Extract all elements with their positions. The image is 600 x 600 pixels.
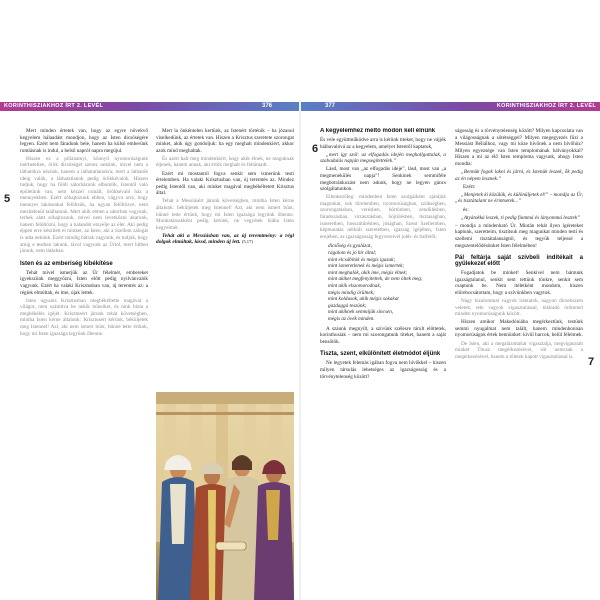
verse-label: Ezért: <box>463 183 476 190</box>
page-gutter <box>299 100 301 600</box>
paragraph: Lásd, most van „az elfogadás ideje”, lásd, most van „a megmenekülés napja”! Senkinek semmiféle megbotránkozást nem adunk, hogy ne legyen gáncs szolgálatunkon. <box>320 166 446 193</box>
right-header-bar <box>301 102 600 111</box>
paragraph-filler: Nagy bizalommal vagyok irántatok, nagyon dicsekszem veletek; tele vagyok vigasztalással, túláradó örömmel minden nyomorúságunk között. <box>455 297 583 318</box>
list-item: mint koldusok, akik mégis sokakat <box>328 296 399 303</box>
section-heading: Isten és az emberiség kibékítése <box>20 260 113 267</box>
quotation: „Atyátokká leszek, ti pedig fiammá és lányommá lesztek” <box>461 214 581 221</box>
chapter-number-middle: 6 <box>312 143 319 155</box>
list-item: mint ismeretlenek és mégis ismertek; <box>328 263 405 270</box>
paragraph: Ezért mi mostantól fogva senkit sem ismerünk testi értelemben. Ha valaki Krisztusban van, új teremtés az. Mindez pedig Istentől van, aki minket magával megbékéltetett Krisztus által. <box>156 170 294 197</box>
paragraph-filler: De Isten, aki a megalázottakat vigasztalja, megvigasztalt minket Titusz megérkezésével, sőt nemcsak a megérkezésével, hanem a tőletek kapott vigasztalással is. <box>455 340 583 360</box>
temple-illustration <box>156 392 294 600</box>
right-page-number: 377 <box>325 103 336 109</box>
verse-label: és: <box>463 206 469 213</box>
paragraph: Mert la önkéntelen kertünk, az Istenért történik – ha józanul viselkedünk, az értetek van. Hiszen a Krisztus szeretete szorongat minket, akik úgy gondoljuk: ha egy meghalt mindenkiért, akkor azok mind meghaltak. <box>156 128 294 154</box>
section-heading: Pál feltárja saját szívbeli indítékait a gyülekezet előtt <box>455 255 583 268</box>
quotation: „mert így szól: az elfogadás idején meghallgattalak, a szabadulás napján megsegítettelek.” <box>320 151 446 165</box>
left-header-bar <box>0 102 299 111</box>
chapter-number-right: 7 <box>588 356 595 368</box>
right-running-title: KORINTHISZIAKHOZ ÍRT 2. LEVÉL <box>496 103 596 109</box>
paragraph: És vele együttműködve arra is kérünk titeket, hogy ne vájjék hiábavalóvá az a kegyelem, amelyet Istentől kaptatok, <box>320 137 446 150</box>
paragraph: Hiszen amikor Makedóniába megérkeztünk, testünk semmi nyugalmat nem talált, hanem mindenhonnan nyomorúságok értek bennünket: kívül harcok, belül félelmek. <box>455 319 583 339</box>
paragraph: Tehát mivel ismerjük az Úr félelmét, embereket igyekszünk meggyőzni, Isten előtt pedig nyilvánvalók vagyunk. Ezért ha valaki Krisztusban van, új teremtés az: a régiek elmúltak, és íme, újak lettek. <box>20 269 148 296</box>
paragraph: – mondja a mindenható Úr. Miután tehát ilyen ígéreteket kaptunk, szeretteim, tisztítsuk meg magunkat minden testi és szellemi tisztátalanságtól, és tegyük teljessé a megszentelődésünket Isten félelmében! <box>455 222 583 249</box>
section-heading: Tiszta, szent, elkülönített életmódot éljünk <box>320 351 441 358</box>
list-item: dicsőség és gyalázat, <box>328 243 372 250</box>
quotation: „Menjetek ki közülük, és különüljetek el!” – mondja az Úr, „és tisztátalant ne érintsetek...” <box>455 191 583 205</box>
caption-reference: (5,17) <box>241 238 253 244</box>
caption-text: Tehát aki a Messiásban van, az új teremtmény: a régi dolgok elmúltak, lássd, minden új lett. <box>156 232 294 245</box>
column-2 <box>156 128 294 390</box>
paragraph-filler: Hiszen ez a pillanatnyi, könnyű nyomorúságunk mérhetetlen, örök dicsőséget szerez nekünk, mivel nem a láthatókra nézünk, hanem a láthatatlanokra; mert a láthatók ideig valók, a láthatatlanok pedig örökkévalók. Hiszen tudjuk, hogy ha földi sátorházunk elbomlik, Istentől való épületünk van, nem kézzel csinált, örökkévaló ház a mennyekben. Ezért sóhajtozunk ebben, vágyva arra, hogy mennyei lakásunkat felöltsük, ha ugyan felöltözve, nem mezítelenül találtatunk. Mert akik ebben a sátorban vagyunk, terhek alatt sóhajtozunk, mivel nem levetkőzni akarunk, hanem felöltözni, hogy a halandót elnyelje az élet. Aki pedig éppen erre készített el minket, az Isten, aki a Szellem zálogát is adta nekünk. Ezért mindig bátrak vagyunk, és tudjuk, hogy amíg e testben lakunk, távol vagyunk az Úrtól, mert hitben járunk, nem látásban. <box>20 155 148 255</box>
paragraph-filler: Tehát a Messiásért járunk követségben, mintha Isten kérne általunk: béküljetek meg Istennel! Azt, aki nem ismert bűnt, bűnné tette értünk, hogy mi Isten igazsága legyünk őbenne. Munkatársakként pedig kérünk, ne vegyétek hiába Isten kegyelmét. <box>156 198 294 231</box>
section-heading: A kegyelemhez méltó módon kell élnünk <box>320 128 436 134</box>
chapter-number-left: 5 <box>4 193 11 205</box>
paragraph: Mert minden értetek van, hogy az egyre növekvő kegyelem hálaadást mondjon, hogy az Isten dicsőségére legyen. Ezért nem fáradunk bele, hanem ha külső emberünk romlásnak is indul, a belső napról napra megújul. <box>20 128 148 154</box>
paragraph-filler: Ellenkezőleg: mindenben Isten szolgáiként ajánljuk magunkat, sok türelemben, nyomorúságban, szükségben, szorongatásban, verésben, börtönben, zendülésben, fáradozásban, virrasztásban, böjtölésben, tisztaságban, ismeretben, hosszútűrésben, jóságban, Szent Szellemben, képmutatás nélküli szeretetben, igazság igéjében, Isten erejében, az igazságosság fegyvereivel jobb- és balfelől; <box>320 194 446 240</box>
left-running-title: KORINTHISZIAKHOZ ÍRT 2. LEVÉL <box>4 103 104 109</box>
paragraph: Ne legyetek felemás igában fogva nem hívőkkel – hiszen milyen társulás lehetséges az igazságosság és a törvénytelenség között? <box>320 360 446 380</box>
column-3 <box>320 128 446 596</box>
image-caption <box>156 233 294 245</box>
list-item: mint elcsábítók és mégis igazak; <box>328 256 396 263</box>
list-item: mégis mindig örülnek; <box>328 289 375 296</box>
paragraph-filler: És azért halt meg mindenkiért, hogy akik élnek, ne maguknak éljenek, hanem annak, aki értük meghalt és feltámadt. <box>156 155 294 169</box>
list-item: mint akiket megfenyítettek, de nem öltek meg; <box>328 276 423 283</box>
verse-list <box>328 243 446 322</box>
quotation: „Bennük fogok lakni és járni, és Istenük leszek, ők pedig az én népem lesznek.” <box>455 169 583 182</box>
list-item: rágalom és jó hír által; <box>328 250 377 256</box>
list-item: gazdaggá teszünk; <box>328 302 367 309</box>
list-item: mint akik elszomorodnak, <box>328 282 381 289</box>
paragraph-filler: Isten ugyanis Krisztusban megbékéltette magával a világot, nem számítva be nekik bűneiket, és ránk bízta a megbékélés igéjét. Krisztusért járunk tehát követségben, mintha Isten kérne általunk: Krisztusért kérünk, béküljetek meg Istennel! Azt, aki nem ismert bűnt, bűnné tette értünk, hogy mi Isten igazsága legyünk őbenne. <box>20 297 148 337</box>
paragraph: Fogadjatok be minket! Senkivel nem bántunk igazságtalanul, senkit sem tettünk tönkre, senkit sem csaptunk be. Nem ítéletként mondom, hiszen előrebocsátottam, hogy a szívünkben vagytok. <box>455 270 583 296</box>
list-item: mégis az övék minden. <box>328 315 375 322</box>
list-item: mint akiknek semmijük sincsen, <box>328 309 394 316</box>
column-4 <box>455 128 583 596</box>
list-item: mint meghalók, akik íme, mégis élnek; <box>328 269 408 276</box>
paragraph: ságosság és a törvénytelenség között? Milyen kapcsolata van a világosságnak a sötétséggel? Milyen megegyezés fűzi a Messiást Béliálhoz, vagy mi köze hívőnek a nem hívőhöz? Milyen egyezsége van Isten templomának bálványokkal? Hiszen a mi az élő Isten temploma vagyunk, ahogy Isten mondta: <box>455 128 583 167</box>
paragraph: A száunk megnyílt, a szívünk szélesre tárult előttetek, korinthusiak – nem mi szorongatunk titeket, hanem a saját bensőtök. <box>320 325 446 345</box>
column-1 <box>20 128 148 596</box>
left-page-number: 376 <box>262 103 273 109</box>
